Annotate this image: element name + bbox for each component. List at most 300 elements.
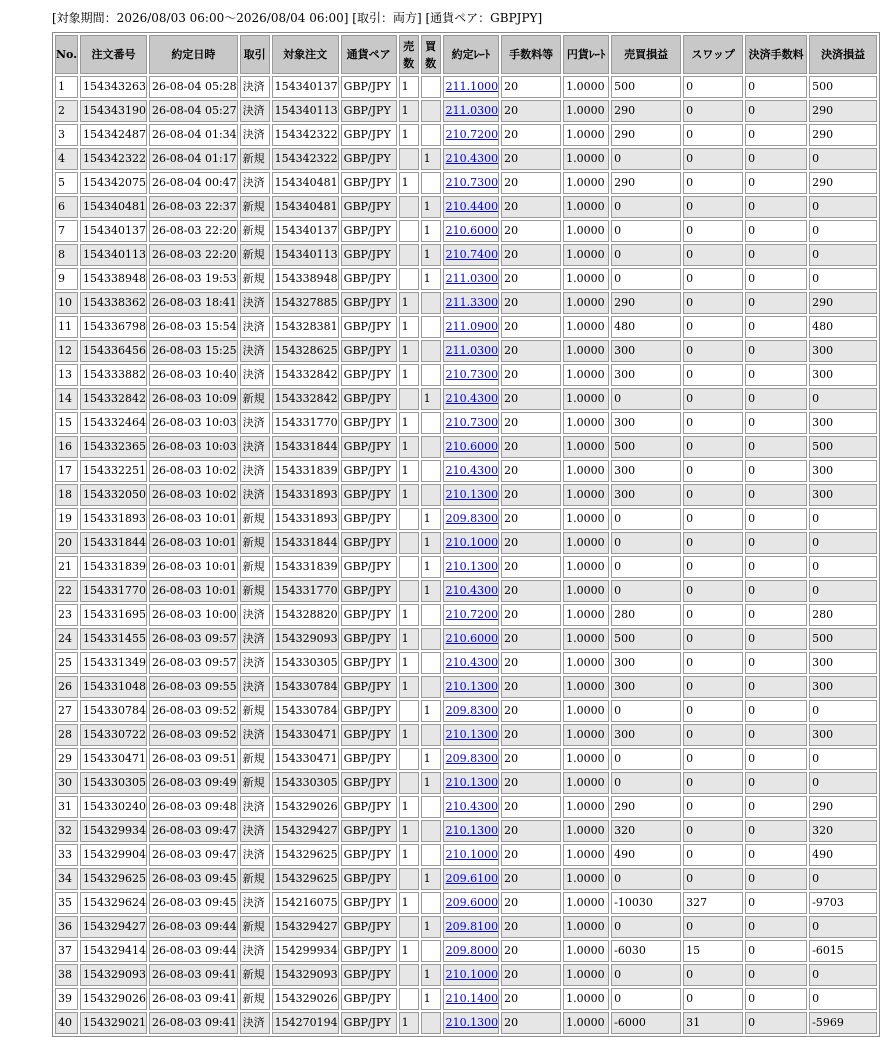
exec-rate-link[interactable]: 211.3300 — [445, 296, 499, 309]
table-row — [55, 724, 877, 746]
exec-rate-link[interactable]: 210.4300 — [445, 464, 499, 477]
col-no: 36 — [55, 916, 78, 938]
col-swap: 0 — [683, 964, 743, 986]
col-settle-pnl: 300 — [809, 676, 877, 698]
col-exec-rate — [443, 316, 500, 338]
col-sell-qty: 1 — [399, 364, 419, 386]
col-fee: 20 — [501, 556, 561, 578]
table-row — [55, 412, 877, 434]
exec-rate-link[interactable]: 210.4300 — [445, 800, 499, 813]
col-exec-rate — [443, 364, 500, 386]
exec-rate-link[interactable]: 210.6000 — [445, 632, 499, 645]
col-exec-datetime: 26-08-03 10:03 — [149, 412, 238, 434]
col-no: 11 — [55, 316, 78, 338]
col-swap: 0 — [683, 820, 743, 842]
col-trading-pnl: 300 — [611, 652, 681, 674]
table-row — [55, 148, 877, 170]
col-exec-rate — [443, 940, 500, 962]
col-sell-qty — [399, 244, 419, 266]
col-swap: 0 — [683, 244, 743, 266]
col-target-order: 154331844 — [272, 436, 339, 458]
exec-rate-link[interactable]: 210.1300 — [445, 680, 499, 693]
col-settle-pnl: 0 — [809, 196, 877, 218]
col-yen-rate: 1.0000 — [563, 868, 609, 890]
col-no: 10 — [55, 292, 78, 314]
col-currency-pair: GBP/JPY — [341, 436, 397, 458]
col-trade-type: 新規 — [240, 700, 270, 722]
exec-rate-link[interactable]: 210.4300 — [445, 656, 499, 669]
col-order-number: 154343190 — [80, 100, 147, 122]
col-exec-datetime: 26-08-03 09:52 — [149, 700, 238, 722]
col-settle-fee: 0 — [745, 580, 807, 602]
header-settle-pnl: 決済損益 — [809, 35, 877, 74]
col-settle-fee: 0 — [745, 436, 807, 458]
col-buy-qty: 1 — [421, 244, 441, 266]
header-order-number: 注文番号 — [80, 35, 147, 74]
col-settle-fee: 0 — [745, 700, 807, 722]
col-buy-qty: 1 — [421, 508, 441, 530]
col-yen-rate: 1.0000 — [563, 340, 609, 362]
col-buy-qty: 1 — [421, 868, 441, 890]
col-settle-pnl: 0 — [809, 220, 877, 242]
exec-rate-link[interactable]: 210.1000 — [445, 968, 499, 981]
col-no: 37 — [55, 940, 78, 962]
col-fee: 20 — [501, 316, 561, 338]
col-trade-type: 決済 — [240, 412, 270, 434]
col-order-number: 154330471 — [80, 748, 147, 770]
col-sell-qty — [399, 748, 419, 770]
col-trading-pnl: 300 — [611, 724, 681, 746]
col-order-number: 154331844 — [80, 532, 147, 554]
col-swap: 0 — [683, 652, 743, 674]
col-exec-rate — [443, 556, 500, 578]
col-settle-fee: 0 — [745, 76, 807, 98]
exec-rate-link[interactable]: 210.1300 — [445, 776, 499, 789]
col-yen-rate: 1.0000 — [563, 292, 609, 314]
exec-rate-link[interactable]: 209.6000 — [445, 896, 499, 909]
col-trading-pnl: 300 — [611, 340, 681, 362]
col-yen-rate: 1.0000 — [563, 652, 609, 674]
col-trading-pnl: 0 — [611, 580, 681, 602]
col-trading-pnl: 300 — [611, 412, 681, 434]
col-exec-rate — [443, 220, 500, 242]
col-target-order: 154331893 — [272, 508, 339, 530]
exec-rate-link[interactable]: 210.4300 — [445, 392, 499, 405]
col-no: 12 — [55, 340, 78, 362]
col-order-number: 154330240 — [80, 796, 147, 818]
col-trade-type: 決済 — [240, 604, 270, 626]
col-sell-qty: 1 — [399, 292, 419, 314]
col-target-order: 154340113 — [272, 244, 339, 266]
col-order-number: 154340481 — [80, 196, 147, 218]
table-row — [55, 436, 877, 458]
col-fee: 20 — [501, 892, 561, 914]
col-sell-qty: 1 — [399, 172, 419, 194]
col-buy-qty: 1 — [421, 148, 441, 170]
col-trading-pnl: 0 — [611, 556, 681, 578]
exec-rate-link[interactable]: 210.1300 — [445, 560, 499, 573]
col-trade-type: 決済 — [240, 844, 270, 866]
col-target-order: 154328381 — [272, 316, 339, 338]
col-target-order: 154332842 — [272, 364, 339, 386]
col-yen-rate: 1.0000 — [563, 604, 609, 626]
col-exec-rate — [443, 244, 500, 266]
col-swap: 0 — [683, 988, 743, 1010]
col-settle-fee: 0 — [745, 652, 807, 674]
col-sell-qty — [399, 148, 419, 170]
col-exec-rate — [443, 100, 500, 122]
col-yen-rate: 1.0000 — [563, 460, 609, 482]
col-currency-pair: GBP/JPY — [341, 508, 397, 530]
col-trade-type: 決済 — [240, 292, 270, 314]
col-buy-qty — [421, 676, 441, 698]
col-no: 22 — [55, 580, 78, 602]
table-row — [55, 172, 877, 194]
col-order-number: 154336456 — [80, 340, 147, 362]
col-exec-datetime: 26-08-03 09:41 — [149, 1012, 238, 1034]
col-target-order: 154270194 — [272, 1012, 339, 1034]
col-sell-qty: 1 — [399, 844, 419, 866]
col-settle-fee: 0 — [745, 772, 807, 794]
col-trade-type: 決済 — [240, 100, 270, 122]
col-exec-rate — [443, 76, 500, 98]
col-currency-pair: GBP/JPY — [341, 748, 397, 770]
col-trade-type: 新規 — [240, 556, 270, 578]
col-exec-datetime: 26-08-03 09:47 — [149, 844, 238, 866]
exec-rate-link[interactable]: 211.0300 — [445, 344, 499, 357]
col-order-number: 154342075 — [80, 172, 147, 194]
col-trade-type: 決済 — [240, 364, 270, 386]
exec-rate-link[interactable]: 211.0300 — [445, 104, 499, 117]
col-trading-pnl: -10030 — [611, 892, 681, 914]
col-no: 4 — [55, 148, 78, 170]
col-currency-pair: GBP/JPY — [341, 556, 397, 578]
col-exec-datetime: 26-08-03 09:44 — [149, 916, 238, 938]
col-fee: 20 — [501, 652, 561, 674]
col-buy-qty: 1 — [421, 532, 441, 554]
col-order-number: 154338362 — [80, 292, 147, 314]
col-buy-qty — [421, 844, 441, 866]
col-target-order: 154330471 — [272, 748, 339, 770]
col-trade-type: 新規 — [240, 868, 270, 890]
col-buy-qty — [421, 628, 441, 650]
col-exec-rate — [443, 1012, 500, 1034]
col-buy-qty — [421, 292, 441, 314]
col-settle-fee: 0 — [745, 676, 807, 698]
col-currency-pair: GBP/JPY — [341, 628, 397, 650]
col-sell-qty: 1 — [399, 436, 419, 458]
table-row — [55, 220, 877, 242]
col-swap: 0 — [683, 148, 743, 170]
col-currency-pair: GBP/JPY — [341, 700, 397, 722]
col-no: 24 — [55, 628, 78, 650]
col-order-number: 154329026 — [80, 988, 147, 1010]
col-swap: 0 — [683, 508, 743, 530]
header-swap: スワップ — [683, 35, 743, 74]
col-fee: 20 — [501, 772, 561, 794]
col-trading-pnl: 500 — [611, 628, 681, 650]
col-no: 23 — [55, 604, 78, 626]
col-sell-qty — [399, 532, 419, 554]
col-currency-pair: GBP/JPY — [341, 460, 397, 482]
col-yen-rate: 1.0000 — [563, 220, 609, 242]
header-trading-pnl: 売買損益 — [611, 35, 681, 74]
col-trade-type: 決済 — [240, 76, 270, 98]
col-target-order: 154340481 — [272, 196, 339, 218]
col-trade-type: 決済 — [240, 652, 270, 674]
col-trading-pnl: 500 — [611, 76, 681, 98]
exec-rate-link[interactable]: 209.8000 — [445, 944, 499, 957]
col-trade-type: 決済 — [240, 628, 270, 650]
col-trade-type: 決済 — [240, 316, 270, 338]
col-sell-qty: 1 — [399, 484, 419, 506]
col-order-number: 154330722 — [80, 724, 147, 746]
col-trading-pnl: 290 — [611, 292, 681, 314]
exec-rate-link[interactable]: 210.1300 — [445, 824, 499, 837]
col-exec-datetime: 26-08-03 10:01 — [149, 532, 238, 554]
col-trading-pnl: 0 — [611, 868, 681, 890]
col-target-order: 154331770 — [272, 580, 339, 602]
exec-rate-link[interactable]: 210.6000 — [445, 440, 499, 453]
col-trading-pnl: -6000 — [611, 1012, 681, 1034]
table-row — [55, 100, 877, 122]
col-target-order: 154330305 — [272, 772, 339, 794]
col-order-number: 154330305 — [80, 772, 147, 794]
col-fee: 20 — [501, 604, 561, 626]
col-exec-datetime: 26-08-03 09:57 — [149, 652, 238, 674]
exec-rate-link[interactable]: 210.1000 — [445, 536, 499, 549]
col-exec-datetime: 26-08-03 09:51 — [149, 748, 238, 770]
col-exec-datetime: 26-08-03 09:48 — [149, 796, 238, 818]
col-buy-qty — [421, 124, 441, 146]
col-currency-pair: GBP/JPY — [341, 1012, 397, 1034]
exec-rate-link[interactable]: 210.7300 — [445, 176, 499, 189]
col-settle-fee: 0 — [745, 892, 807, 914]
col-fee: 20 — [501, 820, 561, 842]
table-row — [55, 388, 877, 410]
col-settle-pnl: 300 — [809, 652, 877, 674]
header-no: No. — [55, 35, 78, 74]
col-settle-fee: 0 — [745, 412, 807, 434]
col-swap: 0 — [683, 196, 743, 218]
col-currency-pair: GBP/JPY — [341, 676, 397, 698]
exec-rate-link[interactable]: 210.7300 — [445, 416, 499, 429]
col-order-number: 154329414 — [80, 940, 147, 962]
exec-rate-link[interactable]: 209.8300 — [445, 752, 499, 765]
table-row — [55, 820, 877, 842]
exec-rate-link[interactable]: 210.1300 — [445, 1016, 499, 1029]
col-settle-pnl: 300 — [809, 724, 877, 746]
col-buy-qty — [421, 940, 441, 962]
col-exec-rate — [443, 148, 500, 170]
col-fee: 20 — [501, 916, 561, 938]
col-buy-qty: 1 — [421, 196, 441, 218]
col-no: 32 — [55, 820, 78, 842]
table-row — [55, 556, 877, 578]
col-trading-pnl: 0 — [611, 916, 681, 938]
col-settle-pnl: 0 — [809, 964, 877, 986]
col-target-order: 154331839 — [272, 460, 339, 482]
col-target-order: 154330471 — [272, 724, 339, 746]
exec-rate-link[interactable]: 211.1000 — [445, 80, 499, 93]
col-fee: 20 — [501, 676, 561, 698]
table-row — [55, 508, 877, 530]
col-buy-qty — [421, 892, 441, 914]
col-trade-type: 決済 — [240, 484, 270, 506]
col-exec-datetime: 26-08-03 09:49 — [149, 772, 238, 794]
col-order-number: 154329624 — [80, 892, 147, 914]
col-trading-pnl: 0 — [611, 988, 681, 1010]
col-currency-pair: GBP/JPY — [341, 388, 397, 410]
col-no: 2 — [55, 100, 78, 122]
col-trade-type: 決済 — [240, 940, 270, 962]
col-exec-datetime: 26-08-04 01:17 — [149, 148, 238, 170]
exec-rate-link[interactable]: 210.7300 — [445, 368, 499, 381]
col-buy-qty: 1 — [421, 988, 441, 1010]
header-settle-fee: 決済手数料 — [745, 35, 807, 74]
col-buy-qty — [421, 796, 441, 818]
col-trade-type: 新規 — [240, 964, 270, 986]
col-swap: 0 — [683, 724, 743, 746]
table-row — [55, 532, 877, 554]
exec-rate-link[interactable]: 211.0300 — [445, 272, 499, 285]
exec-rate-link[interactable]: 209.8100 — [445, 920, 499, 933]
exec-rate-link[interactable]: 209.6100 — [445, 872, 499, 885]
exec-rate-link[interactable]: 210.4400 — [445, 200, 499, 213]
col-exec-datetime: 26-08-03 22:20 — [149, 244, 238, 266]
table-row — [55, 1012, 877, 1034]
col-currency-pair: GBP/JPY — [341, 916, 397, 938]
col-exec-datetime: 26-08-03 09:52 — [149, 724, 238, 746]
table-body — [55, 76, 877, 1034]
col-trade-type: 決済 — [240, 892, 270, 914]
col-swap: 0 — [683, 436, 743, 458]
col-yen-rate: 1.0000 — [563, 988, 609, 1010]
col-yen-rate: 1.0000 — [563, 196, 609, 218]
col-trade-type: 新規 — [240, 220, 270, 242]
exec-rate-link[interactable]: 209.8300 — [445, 512, 499, 525]
col-target-order: 154340481 — [272, 172, 339, 194]
col-currency-pair: GBP/JPY — [341, 820, 397, 842]
trade-history-container — [52, 32, 880, 1037]
col-currency-pair: GBP/JPY — [341, 532, 397, 554]
col-order-number: 154332464 — [80, 412, 147, 434]
col-buy-qty: 1 — [421, 748, 441, 770]
col-exec-rate — [443, 436, 500, 458]
exec-rate-link[interactable]: 210.1300 — [445, 488, 499, 501]
col-exec-rate — [443, 676, 500, 698]
col-swap: 327 — [683, 892, 743, 914]
col-buy-qty — [421, 436, 441, 458]
col-no: 26 — [55, 676, 78, 698]
col-exec-rate — [443, 892, 500, 914]
col-swap: 15 — [683, 940, 743, 962]
col-currency-pair: GBP/JPY — [341, 340, 397, 362]
exec-rate-link[interactable]: 210.7200 — [445, 608, 499, 621]
table-row — [55, 796, 877, 818]
exec-rate-link[interactable]: 210.1300 — [445, 728, 499, 741]
col-sell-qty: 1 — [399, 100, 419, 122]
col-swap: 0 — [683, 700, 743, 722]
col-fee: 20 — [501, 508, 561, 530]
col-sell-qty — [399, 700, 419, 722]
col-settle-pnl: 500 — [809, 436, 877, 458]
col-yen-rate: 1.0000 — [563, 796, 609, 818]
exec-rate-link[interactable]: 210.1000 — [445, 848, 499, 861]
col-trade-type: 決済 — [240, 724, 270, 746]
col-fee: 20 — [501, 388, 561, 410]
col-no: 13 — [55, 364, 78, 386]
table-row — [55, 580, 877, 602]
col-exec-datetime: 26-08-04 01:34 — [149, 124, 238, 146]
col-settle-fee: 0 — [745, 868, 807, 890]
col-exec-rate — [443, 268, 500, 290]
col-buy-qty — [421, 820, 441, 842]
exec-rate-link[interactable]: 210.6000 — [445, 224, 499, 237]
col-settle-pnl: 0 — [809, 556, 877, 578]
col-settle-pnl: -9703 — [809, 892, 877, 914]
exec-rate-link[interactable]: 210.4300 — [445, 152, 499, 165]
col-exec-rate — [443, 916, 500, 938]
col-yen-rate: 1.0000 — [563, 508, 609, 530]
exec-rate-link[interactable]: 209.8300 — [445, 704, 499, 717]
col-target-order: 154329026 — [272, 796, 339, 818]
exec-rate-link[interactable]: 211.0900 — [445, 320, 499, 333]
col-currency-pair: GBP/JPY — [341, 292, 397, 314]
col-exec-rate — [443, 460, 500, 482]
col-trade-type: 新規 — [240, 988, 270, 1010]
col-order-number: 154331695 — [80, 604, 147, 626]
col-fee: 20 — [501, 412, 561, 434]
exec-rate-link[interactable]: 210.7400 — [445, 248, 499, 261]
col-exec-datetime: 26-08-03 10:02 — [149, 484, 238, 506]
col-trading-pnl: 0 — [611, 964, 681, 986]
col-trading-pnl: 290 — [611, 100, 681, 122]
col-sell-qty: 1 — [399, 628, 419, 650]
col-swap: 0 — [683, 340, 743, 362]
col-order-number: 154329934 — [80, 820, 147, 842]
col-target-order: 154332842 — [272, 388, 339, 410]
col-settle-fee: 0 — [745, 340, 807, 362]
col-swap: 0 — [683, 172, 743, 194]
table-row — [55, 892, 877, 914]
header-exec-datetime: 約定日時 — [149, 35, 238, 74]
col-swap: 0 — [683, 772, 743, 794]
col-trade-type: 決済 — [240, 460, 270, 482]
col-exec-rate — [443, 196, 500, 218]
col-no: 38 — [55, 964, 78, 986]
col-trade-type: 新規 — [240, 748, 270, 770]
col-no: 33 — [55, 844, 78, 866]
exec-rate-link[interactable]: 210.4300 — [445, 584, 499, 597]
col-currency-pair: GBP/JPY — [341, 100, 397, 122]
col-currency-pair: GBP/JPY — [341, 580, 397, 602]
col-settle-pnl: 320 — [809, 820, 877, 842]
col-swap: 0 — [683, 580, 743, 602]
col-fee: 20 — [501, 268, 561, 290]
table-row — [55, 316, 877, 338]
col-target-order: 154329625 — [272, 844, 339, 866]
col-swap: 0 — [683, 316, 743, 338]
col-settle-pnl: 490 — [809, 844, 877, 866]
col-settle-pnl: 0 — [809, 268, 877, 290]
col-sell-qty — [399, 868, 419, 890]
exec-rate-link[interactable]: 210.7200 — [445, 128, 499, 141]
col-exec-datetime: 26-08-03 09:47 — [149, 820, 238, 842]
table-row — [55, 772, 877, 794]
col-buy-qty — [421, 1012, 441, 1034]
exec-rate-link[interactable]: 210.1400 — [445, 992, 499, 1005]
